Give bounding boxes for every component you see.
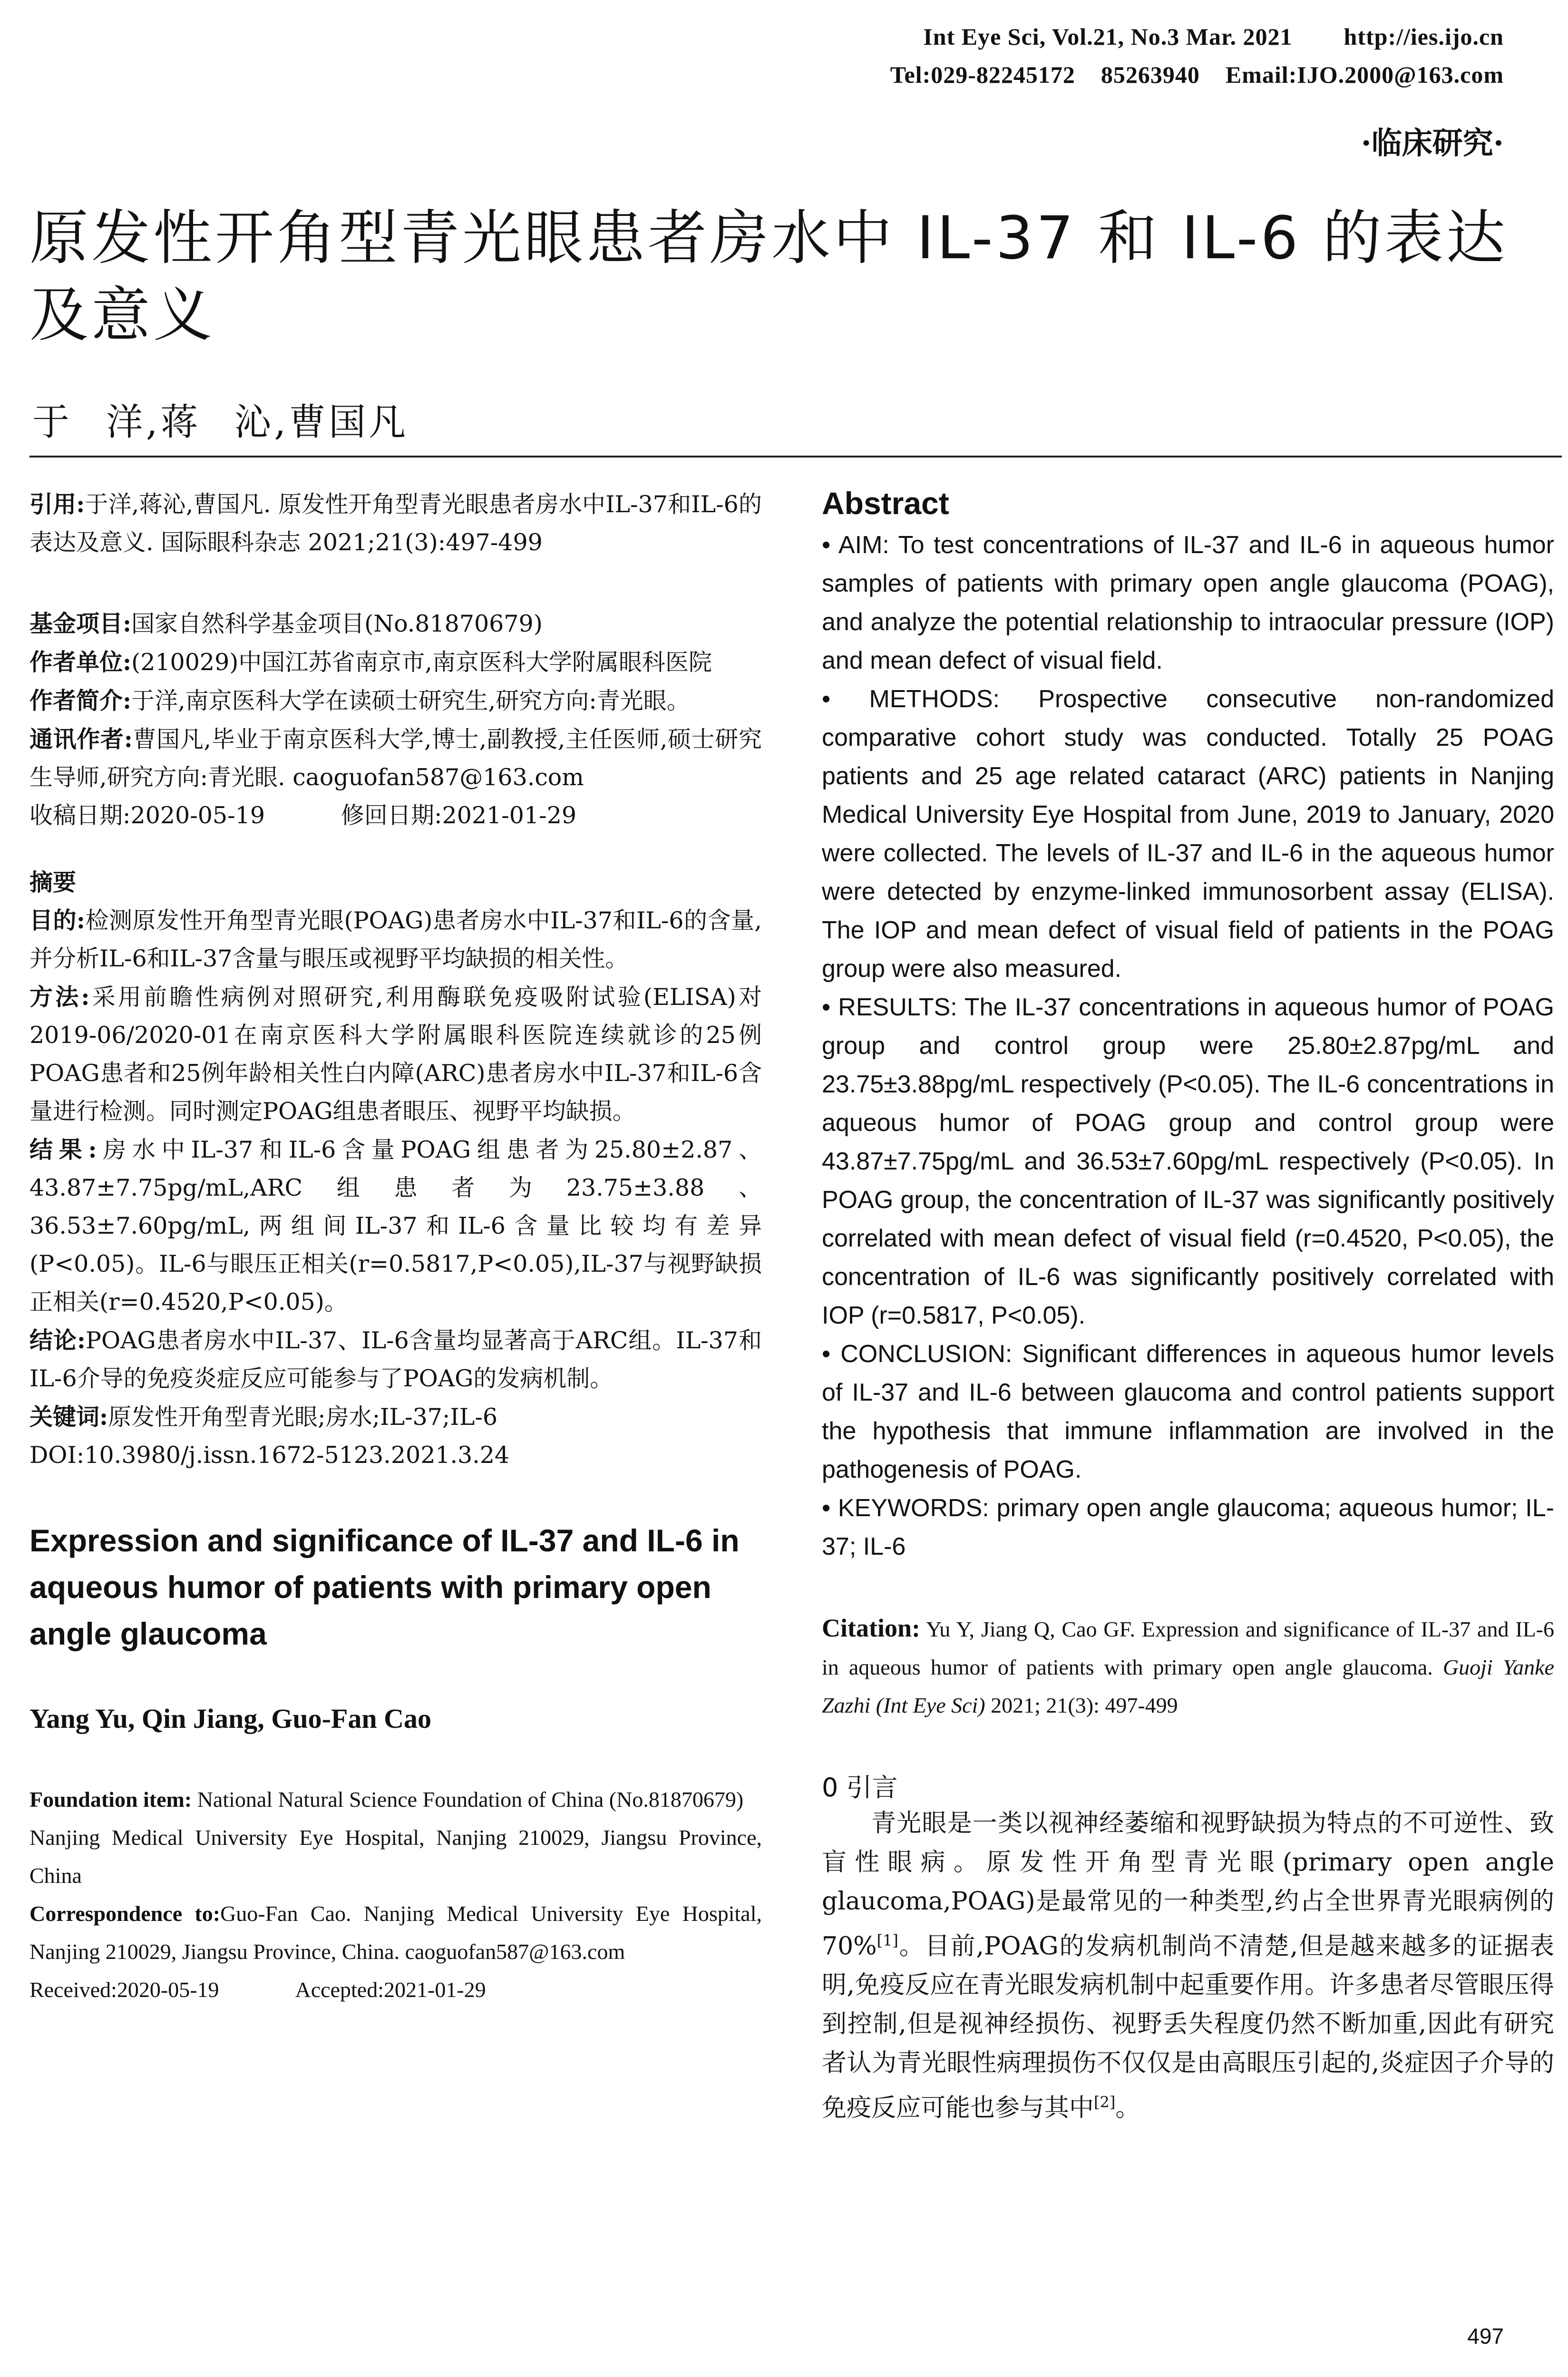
abstract-en-methods-label: • METHODS: — [822, 685, 1000, 713]
abstract-cn-results-label: 结果: — [29, 1136, 97, 1163]
citation-en — [822, 1609, 1554, 1724]
citation-en-label: Citation: — [822, 1614, 920, 1642]
abstract-en-aim — [822, 526, 1554, 680]
authors-cn: 于 洋,蒋 沁,曹国凡 — [32, 401, 409, 444]
running-header-contact: Tel:029-82245172 85263940 Email:IJO.2000@163.com — [890, 61, 1504, 88]
unit-item — [29, 643, 762, 682]
corr-item — [29, 720, 762, 797]
citation-en-tail: 2021; 21(3): 497-499 — [991, 1693, 1178, 1717]
abstract-en-methods — [822, 680, 1554, 988]
bio-label: 作者简介: — [29, 687, 132, 714]
header-rule — [29, 456, 1562, 458]
unit-label: 作者单位: — [29, 648, 132, 676]
citation-en-text: Yu Y, Jiang Q, Cao GF. Expression and significance of IL-37 and IL-6 in aqueous humor of patients with primary open angle glaucoma. — [822, 1617, 1554, 1679]
intro-text-1: 青光眼是一类以视神经萎缩和视野缺损为特点的不可逆性、致盲性眼病。原发性开角型青光眼(primary open angle glaucoma,POAG)是最常见的一种类型,约占全世界青光眼病例的70% — [822, 1809, 1554, 1961]
abstract-en-conclusion-label: • CONCLUSION: — [822, 1340, 1013, 1368]
abstract-cn-conclusion-label: 结论: — [29, 1326, 86, 1354]
citation-cn — [29, 485, 762, 562]
abstract-en-conclusion-text: Significant differences in aqueous humor levels of IL-37 and IL-6 between glaucoma and control patients support the hypothesis that immune inflammation are involved in the pathogenesis of POAG. — [822, 1340, 1554, 1483]
article-title-en: Expression and significance of IL-37 and IL-6 in aqueous humor of patients with primary open angle glaucoma — [29, 1523, 740, 1651]
abstract-cn-results — [29, 1130, 762, 1321]
reference-1: [1] — [877, 1931, 898, 1949]
correspondence-en-text: Guo-Fan Cao. Nanjing Medical University Eye Hospital, Nanjing 210029, Jiangsu Province, China. caoguofan587@163.com — [29, 1901, 762, 1964]
corr-label: 通讯作者: — [29, 725, 133, 753]
revised-date-cn: 2021-01-29 — [442, 802, 577, 829]
bio-text: 于洋,南京医科大学在读硕士研究生,研究方向:青光眼。 — [131, 687, 690, 714]
abstract-cn-aim-label: 目的: — [29, 906, 86, 934]
abstract-cn-aim-text: 检测原发性开角型青光眼(POAG)患者房水中IL-37和IL-6的含量,并分析IL-6和IL-37含量与眼压或视野平均缺损的相关性。 — [29, 907, 762, 972]
abstract-en-keywords-text: primary open angle glaucoma; aqueous humor; IL-37; IL-6 — [822, 1494, 1554, 1560]
abstract-en-aim-text: To test concentrations of IL-37 and IL-6 in aqueous humor samples of patients with primary open angle glaucoma (POAG), and analyze the potential relationship to intraocular pressure (IOP) and mean defect of visual field. — [822, 531, 1555, 674]
unit-text: (210029)中国江苏省南京市,南京医科大学附属眼科医院 — [131, 649, 712, 676]
intro-heading: 0 引言 — [822, 1773, 898, 1802]
abstract-en-methods-text: Prospective consecutive non-randomized comparative cohort study was conducted. Totally 25 POAG patients and 25 age related cataract (ARC) patients in Nanjing Medical University Eye Hospital from June, 2019 to January, 2020 were collected. The levels of IL-37 and IL-6 in the aqueous humor were detected by enzyme-linked immunosorbent assay (ELISA). The IOP and mean defect of visual field of patients in the POAG group were also measured. — [822, 685, 1554, 983]
keywords-cn — [29, 1398, 762, 1436]
keywords-cn-label: 关键词: — [29, 1403, 108, 1431]
accepted-en: Accepted:2021-01-29 — [295, 1978, 486, 2002]
intro-text-3: 。 — [1115, 2094, 1140, 2123]
citation-cn-label: 引用: — [29, 490, 85, 518]
affiliation-en: Nanjing Medical University Eye Hospital, Nanjing 210029, Jiangsu Province, China — [29, 1825, 762, 1888]
fund-item — [29, 604, 762, 643]
abstract-en-aim-label: • AIM: — [822, 531, 889, 559]
foundation-en-label: Foundation item: — [29, 1787, 192, 1812]
abstract-cn-heading: 摘要 — [29, 868, 77, 896]
received-date-cn: 2020-05-19 — [130, 802, 265, 829]
correspondence-en-label: Correspondence to: — [29, 1901, 221, 1926]
abstract-en-keywords — [822, 1489, 1554, 1566]
abstract-cn-conclusion — [29, 1321, 762, 1398]
abstract-en-results-label: • RESULTS: — [822, 994, 957, 1021]
authors-en: Yang Yu, Qin Jiang, Guo-Fan Cao — [29, 1703, 431, 1734]
revised-label-cn: 修回日期: — [341, 802, 442, 829]
abstract-en-results — [822, 988, 1554, 1335]
right-column — [822, 485, 1554, 2128]
abstract-en-heading: Abstract — [822, 486, 949, 521]
received-label-cn: 收稿日期: — [29, 802, 131, 829]
citation-cn-text: 于洋,蒋沁,曹国凡. 原发性开角型青光眼患者房水中IL-37和IL-6的表达及意义. 国际眼科杂志 2021;21(3):497-499 — [29, 491, 762, 556]
abstract-en-keywords-label: • KEYWORDS: — [822, 1494, 989, 1522]
intro-paragraph — [822, 1804, 1554, 2128]
received-en: Received:2020-05-19 — [29, 1978, 219, 2002]
left-column — [29, 485, 762, 2009]
fund-label: 基金项目: — [29, 610, 132, 637]
foundation-en-text: National Natural Science Foundation of China (No.81870679) — [197, 1787, 744, 1812]
running-header-journal: Int Eye Sci, Vol.21, No.3 Mar. 2021 http://ies.ijo.cn — [923, 23, 1504, 50]
abstract-cn-methods-text: 采用前瞻性病例对照研究,利用酶联免疫吸附试验(ELISA)对2019-06/2020-01在南京医科大学附属眼科医院连续就诊的25例POAG患者和25例年龄相关性白内障(ARC)患者房水中IL-37和IL-6含量进行检测。同时测定POAG组患者眼压、视野平均缺损。 — [29, 984, 762, 1125]
abstract-cn-aim — [29, 901, 762, 978]
abstract-cn-results-text: 房水中IL-37和IL-6含量POAG组患者为25.80±2.87、43.87±7.75pg/mL,ARC组患者为23.75±3.88、36.53±7.60pg/mL,两组间IL-37和IL-6含量比较均有差异(P<0.05)。IL-6与眼压正相关(r=0.5817,P<0.05),IL-37与视野缺损正相关(r=0.4520,P<0.05)。 — [29, 1136, 762, 1315]
fund-text: 国家自然科学基金项目(No.81870679) — [131, 610, 543, 637]
abstract-cn-methods — [29, 978, 762, 1130]
abstract-cn-conclusion-text: POAG患者房水中IL-37、IL-6含量均显著高于ARC组。IL-37和IL-6介导的免疫炎症反应可能参与了POAG的发病机制。 — [29, 1327, 762, 1392]
keywords-cn-text: 原发性开角型青光眼;房水;IL-37;IL-6 — [108, 1403, 498, 1431]
correspondence-en — [29, 1895, 762, 1971]
corr-text: 曹国凡,毕业于南京医科大学,博士,副教授,主任医师,硕士研究生导师,研究方向:青光眼. caoguofan587@163.com — [29, 726, 762, 791]
foundation-en — [29, 1781, 762, 1819]
abstract-en-conclusion — [822, 1335, 1554, 1489]
page-number: 497 — [1467, 2324, 1504, 2348]
doi: DOI:10.3980/j.issn.1672-5123.2021.3.24 — [29, 1442, 510, 1469]
section-tag: ·临床研究· — [1361, 126, 1504, 161]
abstract-en-results-text: The IL-37 concentrations in aqueous humor of POAG group and control group were 25.80±2.87pg/mL and 23.75±3.88pg/mL respectively (P<0.05). The IL-6 concentrations in aqueous humor of POAG group and control group were 43.87±7.75pg/mL and 36.53±7.60pg/mL respectively (P<0.05). In POAG group, the concentration of IL-37 was significantly positively correlated with mean defect of visual field (r=0.4520, P<0.05), the concentration of IL-6 was significantly positively correlated with IOP (r=0.5817, P<0.05). — [822, 994, 1554, 1329]
dates-cn — [29, 797, 762, 835]
reference-2: [2] — [1094, 2093, 1116, 2112]
abstract-cn-methods-label: 方法: — [29, 983, 90, 1011]
dates-en — [29, 1971, 762, 2009]
article-title-cn: 原发性开角型青光眼患者房水中 IL-37 和 IL-6 的表达及意义 — [29, 204, 1508, 350]
intro-text-2: 。目前,POAG的发病机制尚不清楚,但是越来越多的证据表明,免疫反应在青光眼发病机制中起重要作用。许多患者尽管眼压得到控制,但是视神经损伤、视野丢失程度仍然不断加重,因此有研究者认为青光眼性病理损伤不仅仅是由高眼压引起的,炎症因子介导的免疫反应可能也参与其中 — [822, 1932, 1554, 2123]
bio-item — [29, 682, 762, 720]
citation-en-journal: Guoji Yanke Zazhi (Int Eye Sci) — [822, 1655, 1555, 1717]
